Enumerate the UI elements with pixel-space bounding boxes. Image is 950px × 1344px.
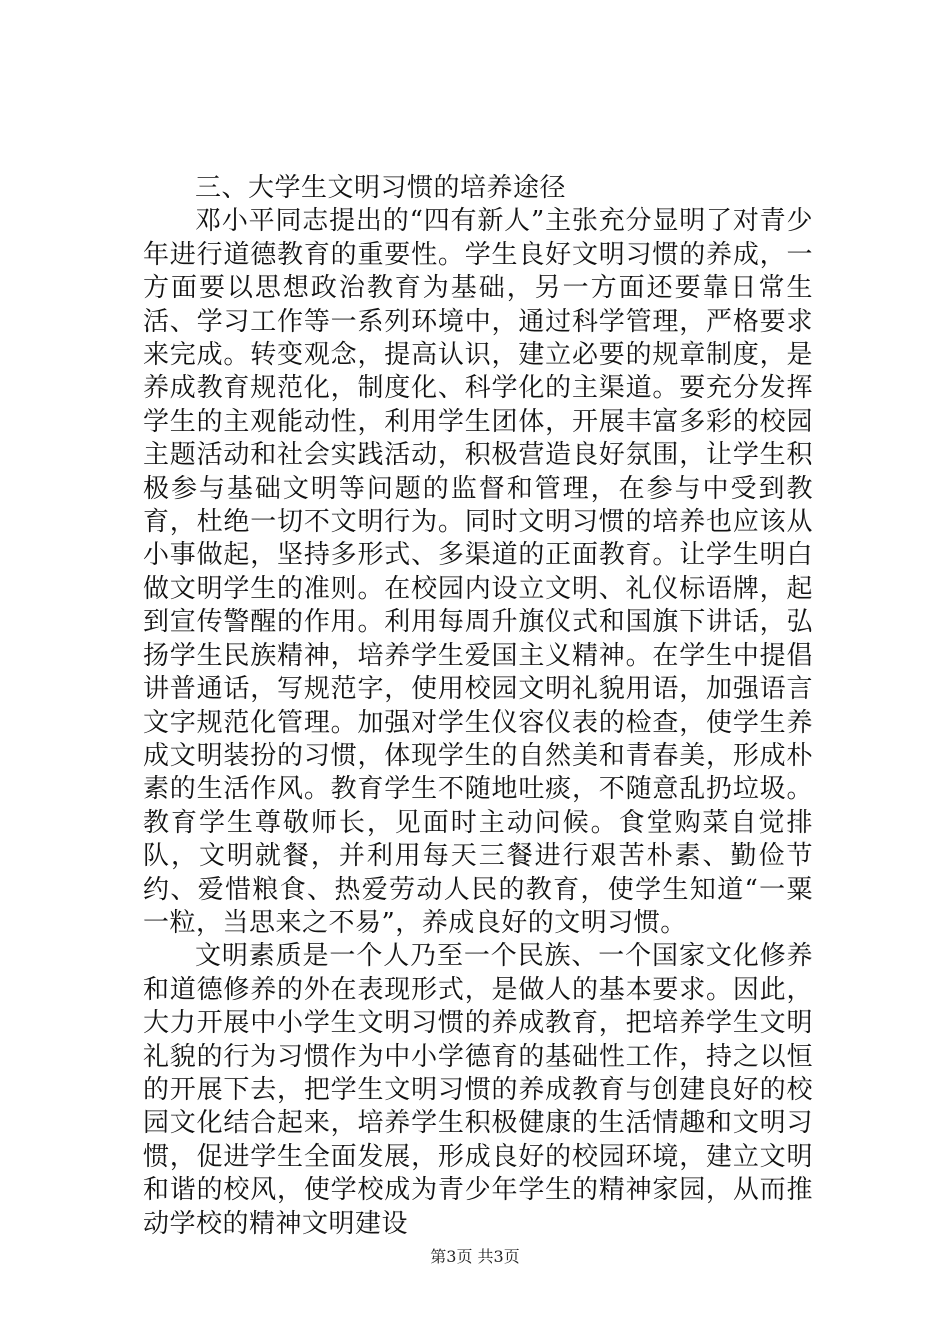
body-paragraph-1: 邓小平同志提出的“四有新人”主张充分显明了对青少年进行道德教育的重要性。学生良好文明习惯的养成，一方面要以思想政治教育为基础，另一方面还要靠日常生活、学习工作等一系列环境中，通过科学管理，严格要求来完成。转变观念，提高认识，建立必要的规章制度，是养成教育规范化，制度化、科学化的主渠道。要充分发挥学生的主观能动性，利用学生团体，开展丰富多彩的校园主题活动和社会实践活动，积极营造良好氛围，让学生积极参与基础文明等问题的监督和管理，在参与中受到教育，杜绝一切不文明行为。同时文明习惯的培养也应该从小事做起，坚持多形式、多渠道的正面教育。让学生明白做文明学生的准则。在校园内设立文明、礼仪标语牌，起到宣传警醒的作用。利用每周升旗仪式和国旗下讲话，弘扬学生民族精神，培养学生爱国主义精神。在学生中提倡讲普通话，写规范字，使用校园文明礼貌用语，加强语言文字规范化管理。加强对学生仪容仪表的检查，使学生养成文明装扮的习惯，体现学生的自然美和青春美，形成朴素的生活作风。教育学生不随地吐痰，不随意乱扔垃圾。教育学生尊敬师长，见面时主动问候。食堂购菜自觉排队，文明就餐，并利用每天三餐进行艰苦朴素、勤俭节约、爱惜粮食、热爱劳动人民的教育，使学生知道“一粟一粒，当思来之不易”，养成良好的文明习惯。: [143, 206, 813, 938]
body-paragraph-2: 文明素质是一个人乃至一个民族、一个国家文化修养和道德修养的外在表现形式，是做人的基本要求。因此，大力开展中小学生文明习惯的养成教育，把培养学生文明礼貌的行为习惯作为中小学德育的基础性工作，持之以恒的开展下去，把学生文明习惯的养成教育与创建良好的校园文化结合起来，培养学生积极健康的生活情趣和文明习惯，促进学生全面发展，形成良好的校园环境，建立文明和谐的校风，使学校成为青少年学生的精神家园，从而推动学校的精神文明建设: [143, 941, 813, 1239]
page-footer: 第3页 共3页: [430, 1247, 520, 1266]
section-heading: 三、大学生文明习惯的培养途径: [195, 173, 567, 203]
document-body: [143, 172, 813, 1241]
